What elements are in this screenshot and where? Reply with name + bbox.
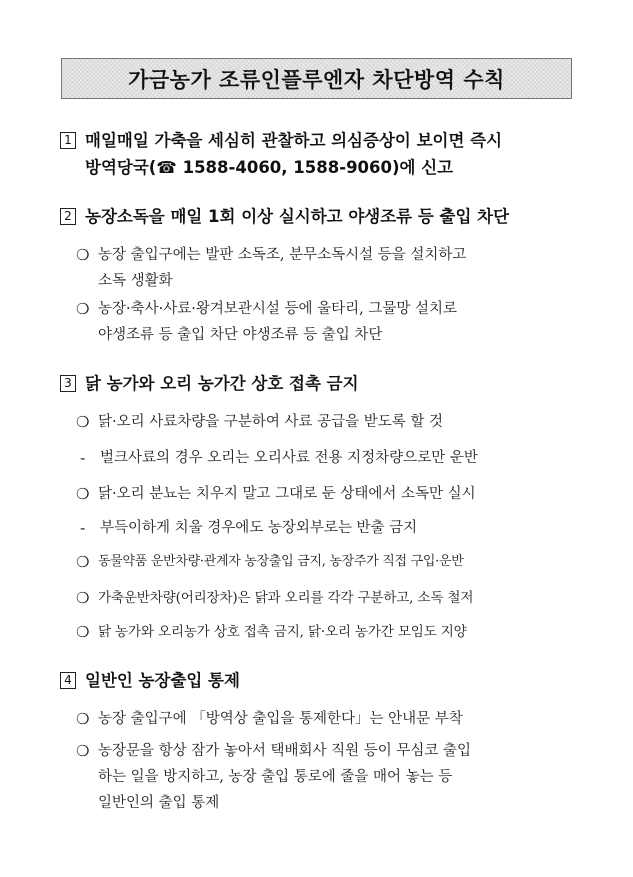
circle-bullet-icon: ❍ [76, 742, 90, 760]
section-number-box: 1 [60, 132, 76, 149]
section-number-box: 2 [60, 208, 76, 225]
list-item [76, 619, 587, 645]
circle-bullet-icon: ❍ [76, 246, 90, 264]
circle-bullet-icon: ❍ [76, 553, 90, 571]
section-3-line-1: 닭 농가와 오리 농가간 상호 접촉 금지 [85, 374, 359, 393]
item-line: 일반인의 출입 통제 [98, 795, 220, 811]
item-line: 벌크사료의 경우 오리는 오리사료 전용 지정차량으로만 운반 [100, 450, 478, 466]
list-item [74, 445, 587, 471]
section-1-line-1: 매일매일 가축을 세심히 관찰하고 의심증상이 보이면 즉시 [85, 131, 503, 150]
list-item [76, 409, 587, 435]
item-line: 닭 농가와 오리농가 상호 접촉 금지, 닭·오리 농가간 모임도 지양 [98, 624, 467, 640]
list-item [76, 242, 587, 294]
item-line: 야생조류 등 출입 차단 야생조류 등 출입 차단 [98, 327, 383, 343]
dash-bullet-icon: - [80, 519, 86, 537]
dash-bullet-icon: - [80, 449, 86, 467]
item-line: 닭·오리 분뇨는 치우지 말고 그대로 둔 상태에서 소독만 실시 [98, 486, 476, 502]
section-number-box: 4 [60, 672, 76, 689]
circle-bullet-icon: ❍ [76, 485, 90, 503]
circle-bullet-icon: ❍ [76, 413, 90, 431]
section-4-line-1: 일반인 농장출입 통제 [85, 671, 240, 690]
circle-bullet-icon: ❍ [76, 710, 90, 728]
item-line: 농장문을 항상 잠가 놓아서 택배회사 직원 등이 무심코 출입 [98, 743, 472, 759]
list-item [74, 515, 587, 541]
document-title: 가금농가 조류인플루엔자 차단방역 수칙 [128, 67, 505, 92]
section-2-heading [60, 203, 593, 230]
item-line: 농장 출입구에 「방역상 출입을 통제한다」는 안내문 부착 [98, 711, 463, 727]
section-2-line-1: 농장소독을 매일 1회 이상 실시하고 야생조류 등 출입 차단 [85, 207, 510, 226]
circle-bullet-icon: ❍ [76, 623, 90, 641]
section-1-heading [60, 127, 593, 181]
circle-bullet-icon: ❍ [76, 300, 90, 318]
section-number-box: 3 [60, 375, 76, 392]
list-item [76, 296, 587, 348]
title-banner [61, 58, 572, 99]
item-line: 동물약품 운반차량·관계자 농장출입 금지, 농장주가 직접 구입·운반 [98, 554, 464, 569]
list-item [76, 706, 587, 732]
item-line: 농장 출입구에는 발판 소독조, 분무소독시설 등을 설치하고 [98, 247, 467, 263]
item-line: 하는 일을 방지하고, 농장 출입 통로에 줄을 매어 놓는 등 [98, 769, 453, 785]
item-line: 부득이하게 치울 경우에도 농장외부로는 반출 금지 [100, 520, 418, 536]
list-item [76, 549, 587, 575]
list-item [76, 481, 587, 507]
item-line: 농장·축사·사료·왕겨보관시설 등에 울타리, 그물망 설치로 [98, 301, 458, 317]
section-1-line-2: 방역당국(☎ 1588-4060, 1588-9060)에 신고 [85, 158, 454, 177]
item-line: 닭·오리 사료차량을 구분하여 사료 공급을 받도록 할 것 [98, 414, 444, 430]
item-line: 가축운반차량(어리장차)은 닭과 오리를 각각 구분하고, 소독 철저 [98, 590, 474, 606]
list-item [76, 585, 587, 611]
item-line: 소독 생활화 [98, 273, 173, 289]
circle-bullet-icon: ❍ [76, 589, 90, 607]
section-3-heading [60, 370, 593, 397]
list-item [76, 738, 587, 816]
section-4-heading [60, 667, 593, 694]
